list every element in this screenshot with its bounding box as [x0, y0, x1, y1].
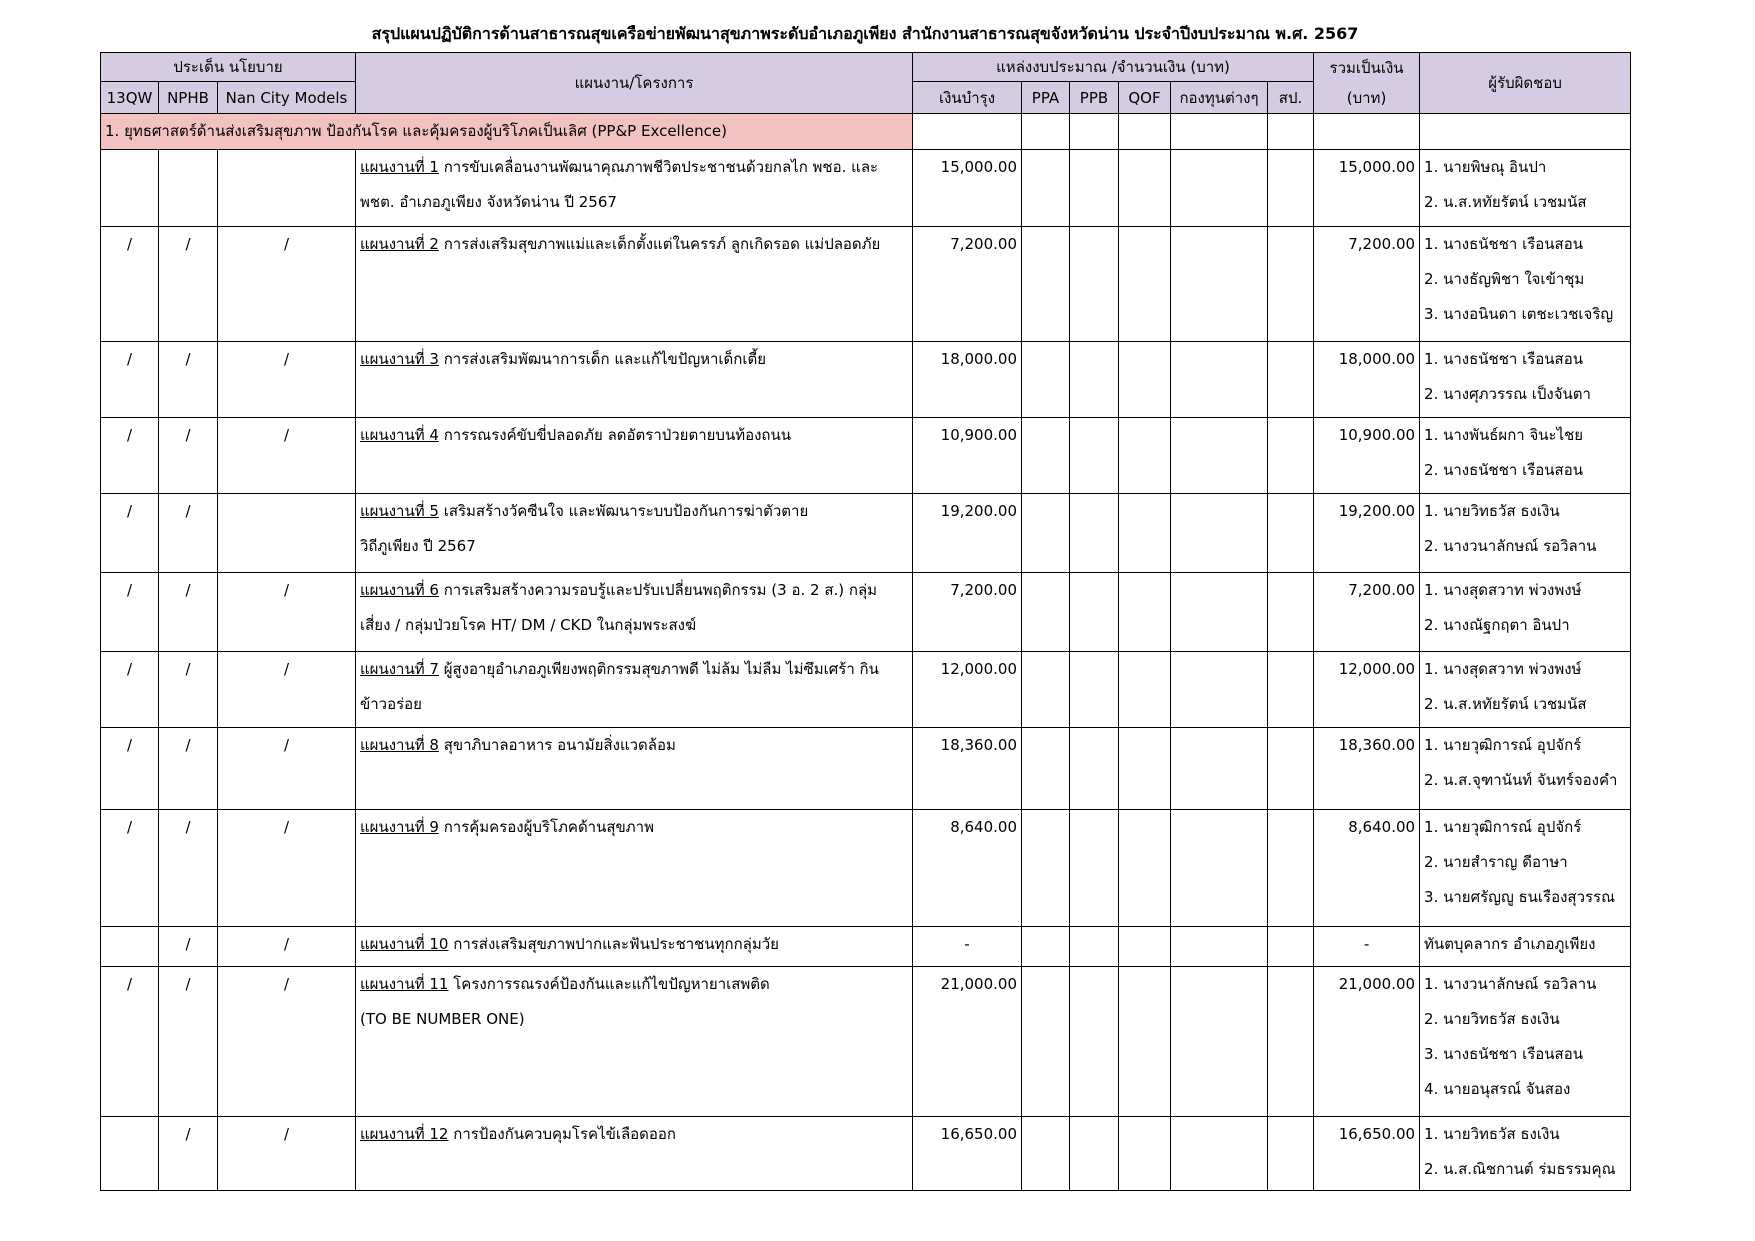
qof-amount [1119, 927, 1171, 967]
plan-line1 [360, 927, 908, 962]
responsible-cell [1420, 810, 1631, 927]
ppb-amount [1070, 728, 1119, 810]
total-amount: 12,000.00 [1314, 652, 1420, 728]
qof-amount [1119, 967, 1171, 1117]
responsible-person: 2. นางวนาลักษณ์ รอวิลาน [1424, 537, 1597, 555]
check-nan-city: / [218, 967, 356, 1117]
plan-line1 [360, 1117, 908, 1152]
check-nphb: / [159, 573, 218, 652]
plan-title: การคุ้มครองผู้บริโภคด้านสุขภาพ [438, 818, 654, 836]
funds-amount [1171, 927, 1268, 967]
qof-amount [1119, 342, 1171, 418]
empty-cell [1171, 114, 1268, 150]
col-13qw-header: 13QW [101, 82, 159, 114]
funds-amount [1171, 227, 1268, 342]
section-strategy-1: 1. ยุทธศาสตร์ด้านส่งเสริมสุขภาพ ป้องกันโรค และคุ้มครองผู้บริโภคเป็นเลิศ (PP&P Excellence) [101, 114, 913, 150]
maintenance-amount: 8,640.00 [913, 810, 1022, 927]
maintenance-amount: 16,650.00 [913, 1117, 1022, 1191]
qof-amount [1119, 418, 1171, 494]
funds-amount [1171, 418, 1268, 494]
check-13qw: / [101, 227, 159, 342]
empty-cell [1119, 114, 1171, 150]
ppb-amount [1070, 927, 1119, 967]
check-nphb: / [159, 652, 218, 728]
responsible-person: 4. นายอนุสรณ์ จันสอง [1424, 1080, 1571, 1098]
responsible-person: 1. นายวุฒิการณ์ อุปจักร์ [1424, 818, 1582, 836]
plan-cell [356, 927, 913, 967]
policy-group-header: ประเด็น นโยบาย [101, 53, 356, 82]
ppa-amount [1022, 728, 1070, 810]
qof-amount [1119, 1117, 1171, 1191]
qof-amount [1119, 494, 1171, 573]
total-amount: 18,000.00 [1314, 342, 1420, 418]
responsible-header: ผู้รับผิดชอบ [1420, 53, 1631, 114]
plan-cell [356, 227, 913, 342]
sp-amount [1268, 810, 1314, 927]
responsible-person: 2. น.ส.จุฑานันท์ จันทร์จองคำ [1424, 771, 1618, 789]
check-13qw: / [101, 810, 159, 927]
plan-label: แผนงานที่ 7 [360, 660, 439, 678]
plan-title-line2: (TO BE NUMBER ONE) [360, 1010, 525, 1028]
maintenance-amount: 15,000.00 [913, 150, 1022, 227]
table-row [101, 810, 1631, 927]
responsible-person: ทันตบุคลากร อำเภอภูเพียง [1424, 935, 1596, 953]
ppa-amount [1022, 150, 1070, 227]
total-amount: 7,200.00 [1314, 573, 1420, 652]
total-amount: 18,360.00 [1314, 728, 1420, 810]
document-title: สรุปแผนปฏิบัติการด้านสาธารณสุขเครือข่ายพัฒนาสุขภาพระดับอำเภอภูเพียง สำนักงานสาธารณสุขจังหวัดน่าน ประจำปีงบประมาณ พ.ศ. 2567 [371, 24, 1359, 43]
plan-line1 [360, 418, 908, 453]
table-row [101, 227, 1631, 342]
qof-amount [1119, 810, 1171, 927]
responsible-cell [1420, 728, 1631, 810]
responsible-cell [1420, 494, 1631, 573]
responsible-person: 2. นางธัญพิชา ใจเข้าชุม [1424, 270, 1585, 288]
sp-amount [1268, 418, 1314, 494]
check-nphb: / [159, 810, 218, 927]
ppb-amount [1070, 150, 1119, 227]
plan-cell [356, 810, 913, 927]
col-maintenance-header: เงินบำรุง [913, 82, 1022, 114]
plan-title-line2: เสี่ยง / กลุ่มป่วยโรค HT/ DM / CKD ในกลุ่มพระสงฆ์ [360, 616, 697, 634]
table-row [101, 494, 1631, 573]
responsible-person: 2. นางศุภวรรณ เป็งจันตา [1424, 385, 1591, 403]
check-nphb: / [159, 418, 218, 494]
qof-amount [1119, 573, 1171, 652]
total-amount: 8,640.00 [1314, 810, 1420, 927]
plan-title: การส่งเสริมพัฒนาการเด็ก และแก้ไขปัญหาเด็กเตี้ย [438, 350, 767, 368]
responsible-person: 1. นายวุฒิการณ์ อุปจักร์ [1424, 736, 1582, 754]
plan-title: ผู้สูงอายุอำเภอภูเพียงพฤติกรรมสุขภาพดี ไม่ล้ม ไม่ลืม ไม่ซึมเศร้า กิน [438, 660, 879, 678]
plan-title: การส่งเสริมสุขภาพปากและฟันประชาชนทุกกลุ่มวัย [448, 935, 779, 953]
sp-amount [1268, 227, 1314, 342]
ppa-amount [1022, 652, 1070, 728]
plan-label: แผนงานที่ 2 [360, 235, 439, 253]
check-13qw: / [101, 967, 159, 1117]
plan-title: การเสริมสร้างความรอบรู้และปรับเปลี่ยนพฤติกรรม (3 อ. 2 ส.) กลุ่ม [438, 581, 878, 599]
ppa-amount [1022, 418, 1070, 494]
col-qof-header: QOF [1119, 82, 1171, 114]
ppa-amount [1022, 810, 1070, 927]
plan-cell [356, 652, 913, 728]
plan-label: แผนงานที่ 8 [360, 736, 439, 754]
check-13qw [101, 927, 159, 967]
check-nan-city: / [218, 728, 356, 810]
check-nphb: / [159, 494, 218, 573]
funds-amount [1171, 728, 1268, 810]
plan-cell [356, 418, 913, 494]
total-amount: 10,900.00 [1314, 418, 1420, 494]
col-funds-header: กองทุนต่างๆ [1171, 82, 1268, 114]
ppa-amount [1022, 342, 1070, 418]
total-amount: - [1314, 927, 1420, 967]
funds-amount [1171, 494, 1268, 573]
plan-title: การป้องกันควบคุมโรคไข้เลือดออก [448, 1125, 677, 1143]
plan-label: แผนงานที่ 11 [360, 975, 449, 993]
col-sp-header: สป. [1268, 82, 1314, 114]
plan-cell [356, 150, 913, 227]
maintenance-amount: - [913, 927, 1022, 967]
responsible-person: 3. นางอนินดา เตชะเวชเจริญ [1424, 305, 1614, 323]
check-nan-city [218, 494, 356, 573]
col-nphb-header: NPHB [159, 82, 218, 114]
plan-title-line2: วิถีภูเพียง ปี 2567 [360, 537, 476, 555]
ppb-amount [1070, 1117, 1119, 1191]
maintenance-amount: 7,200.00 [913, 573, 1022, 652]
responsible-person: 1. นายพิษณุ อินปา [1424, 158, 1547, 176]
funds-amount [1171, 810, 1268, 927]
plan-cell [356, 728, 913, 810]
maintenance-amount: 19,200.00 [913, 494, 1022, 573]
empty-cell [1022, 114, 1070, 150]
plan-label: แผนงานที่ 5 [360, 502, 439, 520]
check-nphb: / [159, 927, 218, 967]
qof-amount [1119, 227, 1171, 342]
plan-cell [356, 573, 913, 652]
check-nphb: / [159, 967, 218, 1117]
sp-amount [1268, 728, 1314, 810]
responsible-cell [1420, 418, 1631, 494]
plan-cell [356, 1117, 913, 1191]
responsible-person: 1. นางสุดสวาท พ่วงพงษ์ [1424, 660, 1582, 678]
empty-cell [1314, 114, 1420, 150]
funds-amount [1171, 652, 1268, 728]
empty-cell [1070, 114, 1119, 150]
check-nan-city [218, 150, 356, 227]
responsible-person: 2. นางธนัชชา เรือนสอน [1424, 461, 1583, 479]
qof-amount [1119, 150, 1171, 227]
table-row [101, 342, 1631, 418]
sp-amount [1268, 927, 1314, 967]
responsible-person: 1. นางธนัชชา เรือนสอน [1424, 235, 1583, 253]
plan-title-line2: พชต. อำเภอภูเพียง จังหวัดน่าน ปี 2567 [360, 193, 617, 211]
sp-amount [1268, 150, 1314, 227]
check-nphb: / [159, 342, 218, 418]
ppb-amount [1070, 652, 1119, 728]
plan-label: แผนงานที่ 10 [360, 935, 449, 953]
plan-title: เสริมสร้างวัคซีนใจ และพัฒนาระบบป้องกันการฆ่าตัวตาย [438, 502, 809, 520]
maintenance-amount: 18,360.00 [913, 728, 1022, 810]
responsible-person: 2. นายสำราญ ดีอาษา [1424, 853, 1568, 871]
check-nan-city: / [218, 810, 356, 927]
budget-source-header: แหล่งงบประมาณ /จำนวนเงิน (บาท) [913, 53, 1314, 82]
plan-title: การส่งเสริมสุขภาพแม่และเด็กตั้งแต่ในครรภ์ ลูกเกิดรอด แม่ปลอดภัย [438, 235, 881, 253]
plan-cell [356, 342, 913, 418]
responsible-person: 1. นางสุดสวาท พ่วงพงษ์ [1424, 581, 1582, 599]
plan-line1 [360, 967, 908, 1002]
total-header-line2: (บาท) [1346, 89, 1387, 107]
responsible-person: 2. น.ส.หทัยรัตน์ เวชมนัส [1424, 193, 1587, 211]
plan-title: โครงการรณรงค์ป้องกันและแก้ไขปัญหายาเสพติด [448, 975, 770, 993]
responsible-person: 2. น.ส.ณิชกานต์ ร่มธรรมคุณ [1424, 1160, 1616, 1178]
plan-cell [356, 967, 913, 1117]
sp-amount [1268, 573, 1314, 652]
maintenance-amount: 12,000.00 [913, 652, 1022, 728]
funds-amount [1171, 967, 1268, 1117]
ppb-amount [1070, 573, 1119, 652]
funds-amount [1171, 150, 1268, 227]
table-row [101, 150, 1631, 227]
total-amount: 16,650.00 [1314, 1117, 1420, 1191]
check-13qw: / [101, 418, 159, 494]
total-amount: 7,200.00 [1314, 227, 1420, 342]
plan-line1 [360, 652, 908, 687]
responsible-cell [1420, 150, 1631, 227]
table-row [101, 927, 1631, 967]
plan-line1 [360, 728, 908, 763]
plan-line1 [360, 494, 908, 529]
col-ppb-header: PPB [1070, 82, 1119, 114]
plan-label: แผนงานที่ 3 [360, 350, 439, 368]
responsible-person: 2. นางณัฐกฤตา อินปา [1424, 616, 1570, 634]
plan-project-header: แผนงาน/โครงการ [356, 53, 913, 114]
check-13qw: / [101, 573, 159, 652]
funds-amount [1171, 1117, 1268, 1191]
ppa-amount [1022, 573, 1070, 652]
action-plan-table [100, 52, 1631, 1191]
table-row [101, 652, 1631, 728]
check-13qw: / [101, 342, 159, 418]
check-nphb [159, 150, 218, 227]
plan-label: แผนงานที่ 9 [360, 818, 439, 836]
total-header [1314, 53, 1420, 114]
ppa-amount [1022, 927, 1070, 967]
sp-amount [1268, 494, 1314, 573]
check-nan-city: / [218, 342, 356, 418]
qof-amount [1119, 728, 1171, 810]
responsible-person: 1. นางพันธ์ผกา จินะไชย [1424, 426, 1584, 444]
check-nan-city: / [218, 927, 356, 967]
maintenance-amount: 18,000.00 [913, 342, 1022, 418]
responsible-cell [1420, 1117, 1631, 1191]
plan-label: แผนงานที่ 6 [360, 581, 439, 599]
responsible-cell [1420, 967, 1631, 1117]
plan-line1 [360, 150, 908, 185]
check-nphb: / [159, 227, 218, 342]
responsible-cell [1420, 927, 1631, 967]
responsible-person: 3. นายศรัญญู ธนเรืองสุวรรณ [1424, 888, 1616, 906]
responsible-person: 3. นางธนัชชา เรือนสอน [1424, 1045, 1583, 1063]
empty-cell [1268, 114, 1314, 150]
table-row [101, 418, 1631, 494]
plan-line1 [360, 810, 908, 845]
table-row [101, 728, 1631, 810]
empty-cell [1420, 114, 1631, 150]
ppb-amount [1070, 967, 1119, 1117]
ppb-amount [1070, 810, 1119, 927]
check-nphb: / [159, 1117, 218, 1191]
empty-cell [913, 114, 1022, 150]
table-row [101, 573, 1631, 652]
check-13qw [101, 1117, 159, 1191]
sp-amount [1268, 342, 1314, 418]
check-13qw [101, 150, 159, 227]
plan-line1 [360, 573, 908, 608]
sp-amount [1268, 652, 1314, 728]
maintenance-amount: 21,000.00 [913, 967, 1022, 1117]
plan-label: แผนงานที่ 12 [360, 1125, 449, 1143]
responsible-cell [1420, 342, 1631, 418]
funds-amount [1171, 573, 1268, 652]
responsible-person: 1. นางวนาลักษณ์ รอวิลาน [1424, 975, 1597, 993]
total-amount: 19,200.00 [1314, 494, 1420, 573]
ppa-amount [1022, 1117, 1070, 1191]
plan-title: สุขาภิบาลอาหาร อนามัยสิ่งแวดล้อม [438, 736, 676, 754]
col-ppa-header: PPA [1022, 82, 1070, 114]
check-nan-city: / [218, 418, 356, 494]
plan-cell [356, 494, 913, 573]
responsible-person: 2. นายวิทธวัส ธงเงิน [1424, 1010, 1560, 1028]
plan-line1 [360, 342, 908, 377]
table-row [101, 1117, 1631, 1191]
plan-line1 [360, 227, 908, 262]
responsible-person: 2. น.ส.หทัยรัตน์ เวชมนัส [1424, 695, 1587, 713]
check-13qw: / [101, 652, 159, 728]
ppb-amount [1070, 342, 1119, 418]
ppb-amount [1070, 418, 1119, 494]
table-row [101, 967, 1631, 1117]
ppa-amount [1022, 227, 1070, 342]
plan-title-line2: ข้าวอร่อย [360, 695, 422, 713]
responsible-cell [1420, 652, 1631, 728]
responsible-cell [1420, 573, 1631, 652]
check-nan-city: / [218, 1117, 356, 1191]
plan-title: การรณรงค์ขับขี่ปลอดภัย ลดอัตราป่วยตายบนท้องถนน [438, 426, 792, 444]
sp-amount [1268, 967, 1314, 1117]
check-13qw: / [101, 728, 159, 810]
plan-label: แผนงานที่ 1 [360, 158, 439, 176]
check-nphb: / [159, 728, 218, 810]
ppa-amount [1022, 494, 1070, 573]
total-header-line1: รวมเป็นเงิน [1329, 59, 1404, 77]
total-amount: 15,000.00 [1314, 150, 1420, 227]
responsible-cell [1420, 227, 1631, 342]
check-nan-city: / [218, 652, 356, 728]
ppa-amount [1022, 967, 1070, 1117]
total-amount: 21,000.00 [1314, 967, 1420, 1117]
plan-title: การขับเคลื่อนงานพัฒนาคุณภาพชีวิตประชาชนด้วยกลไก พชอ. และ [438, 158, 879, 176]
responsible-person: 1. นายวิทธวัส ธงเงิน [1424, 502, 1560, 520]
maintenance-amount: 10,900.00 [913, 418, 1022, 494]
sp-amount [1268, 1117, 1314, 1191]
check-nan-city: / [218, 573, 356, 652]
check-nan-city: / [218, 227, 356, 342]
check-13qw: / [101, 494, 159, 573]
maintenance-amount: 7,200.00 [913, 227, 1022, 342]
col-nan-city-header: Nan City Models [218, 82, 356, 114]
plan-label: แผนงานที่ 4 [360, 426, 439, 444]
qof-amount [1119, 652, 1171, 728]
responsible-person: 1. นางธนัชชา เรือนสอน [1424, 350, 1583, 368]
funds-amount [1171, 342, 1268, 418]
ppb-amount [1070, 494, 1119, 573]
ppb-amount [1070, 227, 1119, 342]
responsible-person: 1. นายวิทธวัส ธงเงิน [1424, 1125, 1560, 1143]
